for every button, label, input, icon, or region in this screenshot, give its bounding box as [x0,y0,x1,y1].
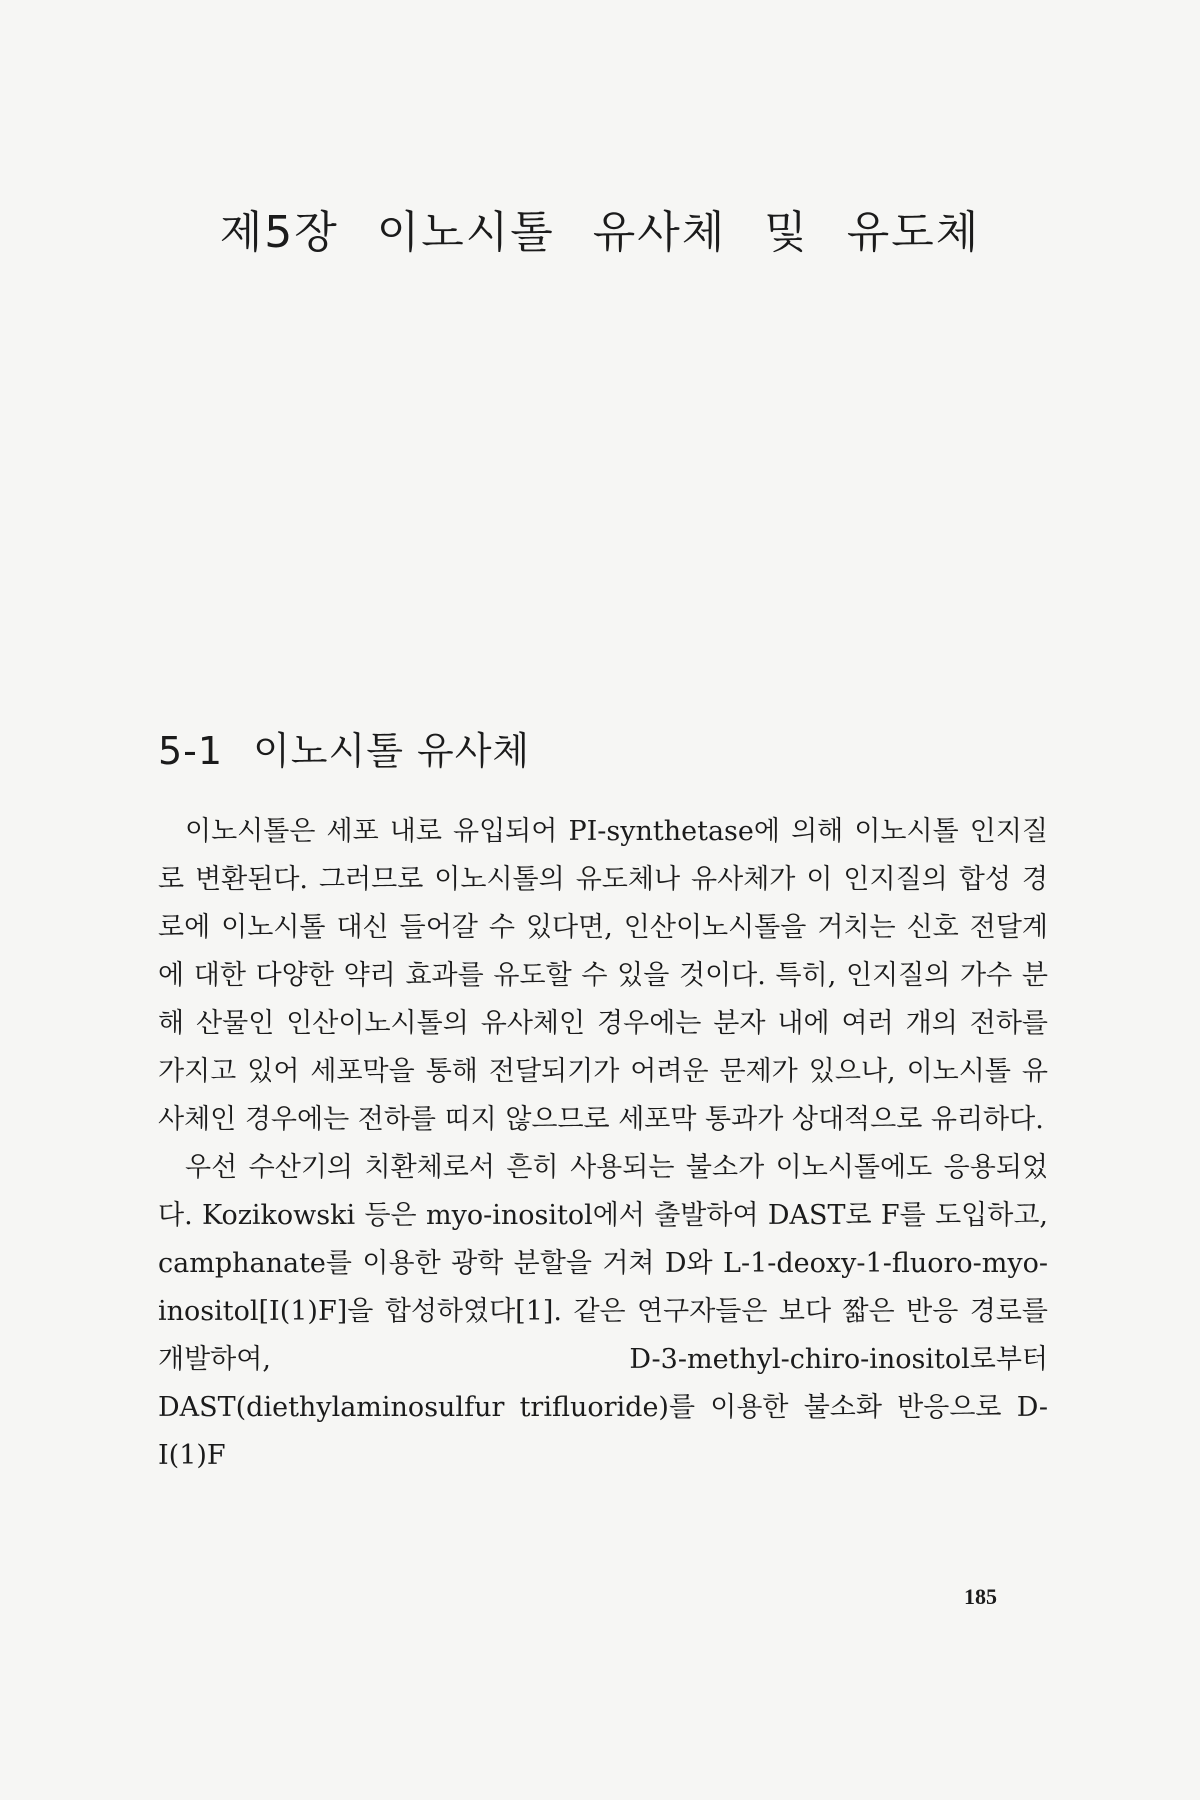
chapter-title: 제5장 이노시톨 유사체 및 유도체 [219,207,981,258]
section-title: 이노시톨 유사체 [253,729,531,773]
paragraph: 우선 수산기의 치환체로서 흔히 사용되는 불소가 이노시톨에도 응용되었다. Kozikowski 등은 myo-inositol에서 출발하여 DAST로 F를 도입하고, camphanate를 이용한 광학 분할을 거쳐 D와 L-1-deoxy-1-fluoro-myo-inositol[I(1)F]을 합성하였다[1]. 같은 연구자들은 보다 짧은 반응 경로를 개발하여, D-3-methyl-chiro-inositol로부터 DAST(diethylaminosulfur trifluoride)를 이용한 불소화 반응으로 D-I(1)F [158,1152,1048,1471]
page-number: 185 [964,1584,997,1609]
section-heading [158,720,530,775]
body-text [158,808,1048,1480]
section-number: 5-1 [158,729,224,773]
paragraph: 이노시톨은 세포 내로 유입되어 PI-synthetase에 의해 이노시톨 인지질로 변환된다. 그러므로 이노시톨의 유도체나 유사체가 이 인지질의 합성 경로에 이노시톨 대신 들어갈 수 있다면, 인산이노시톨을 거치는 신호 전달계에 대한 다양한 약리 효과를 유도할 수 있을 것이다. 특히, 인지질의 가수 분해 산물인 인산이노시톨의 유사체인 경우에는 분자 내에 여러 개의 전하를 가지고 있어 세포막을 통해 전달되기가 어려운 문제가 있으나, 이노시톨 유사체인 경우에는 전하를 띠지 않으므로 세포막 통과가 상대적으로 유리하다. [158,816,1048,1135]
